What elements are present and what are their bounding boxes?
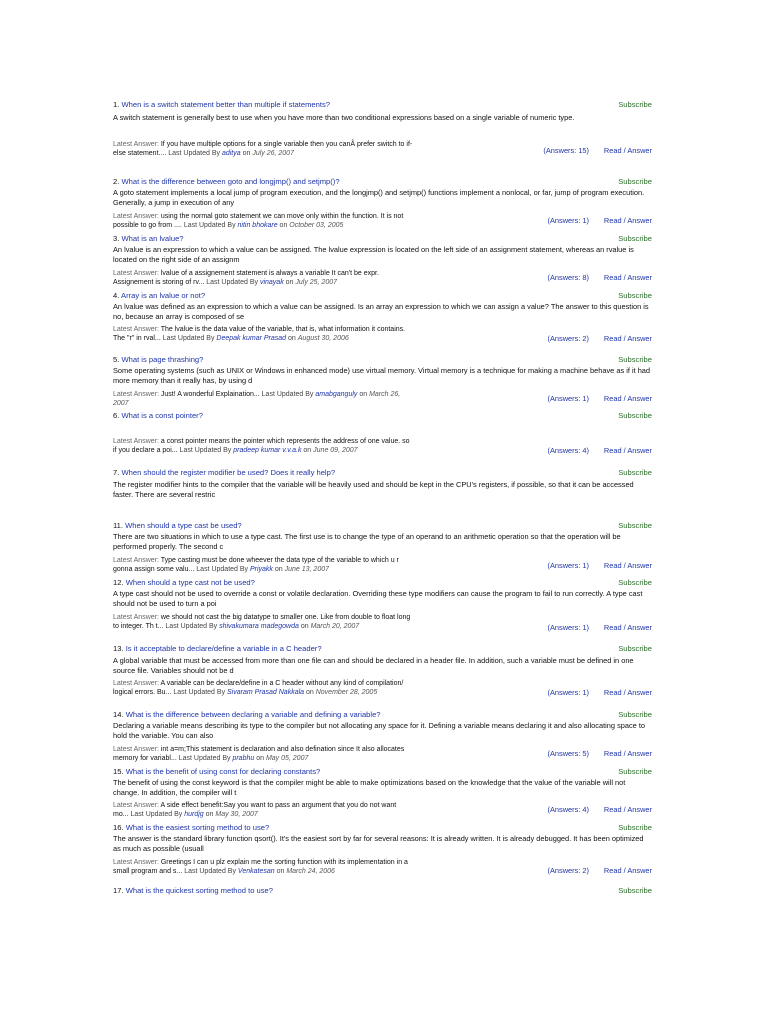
question-title-link[interactable]: What is page thrashing? (121, 355, 204, 364)
subscribe-link[interactable]: Subscribe (618, 710, 652, 719)
answers-count[interactable]: (Answers: 4) (547, 446, 589, 455)
subscribe-link[interactable]: Subscribe (618, 291, 652, 300)
question-header (113, 468, 513, 478)
question-title-link[interactable]: Array is an lvalue or not? (121, 291, 206, 300)
read-answer-link[interactable]: Read / Answer (603, 805, 652, 814)
question-header (113, 234, 513, 244)
question-description: Some operating systems (such as UNIX or Windows in enhanced mode) use virtual memory. Virtual memory is a technique for making a machine behave as if it had more memory than it really has, by using d (113, 366, 651, 385)
last-updated-label: Last Updated By (196, 566, 250, 573)
answers-count[interactable]: (Answers: 8) (547, 273, 589, 282)
question-description: Declaring a variable means describing its type to the compiler but not allocating any space for it. Defining a variable means declaring it and also allocating space to hold the variable. You can also (113, 721, 646, 740)
on-label: on (304, 689, 316, 696)
latest-answer-label: Latest Answer: (113, 141, 161, 148)
question-header (113, 355, 513, 365)
latest-answer (113, 212, 413, 230)
latest-answer-text: If you have multiple options for a single variable then you canÂ prefer switch to if-else statement.... (113, 141, 413, 157)
answer-date: July 25, 2007 (295, 279, 338, 286)
question-title-link[interactable]: What is the benefit of using const for declaring constants? (125, 767, 321, 776)
answers-count[interactable]: (Answers: 2) (547, 334, 589, 343)
answer-date: October 03, 2005 (289, 222, 344, 229)
latest-answer-label: Latest Answer: (113, 438, 161, 445)
question-number: 6. (113, 411, 120, 420)
read-answer-link[interactable]: Read / Answer (603, 749, 652, 758)
last-updated-label: Last Updated By (261, 391, 316, 398)
question-number: 14. (113, 710, 124, 719)
answers-count[interactable]: (Answers: 1) (547, 623, 589, 632)
on-label: on (272, 566, 285, 573)
question-header (113, 578, 513, 588)
answer-author[interactable]: amabganguly (315, 391, 358, 398)
subscribe-link[interactable]: Subscribe (618, 100, 652, 109)
question-title-link[interactable]: When should a type cast be used? (125, 521, 242, 530)
latest-answer (113, 140, 413, 158)
on-label: on (301, 447, 314, 454)
question-title-link[interactable]: Is it acceptable to declare/define a variable in a C header? (125, 644, 322, 653)
answers-count[interactable]: (Answers: 1) (547, 394, 589, 403)
latest-answer (113, 325, 413, 343)
question-title-link[interactable]: What is a const pointer? (121, 411, 203, 420)
last-updated-label: Last Updated By (130, 811, 185, 818)
answer-author[interactable]: Sivaram Prasad Nakkala (227, 689, 305, 696)
answer-author[interactable]: shivakumara madegowda (219, 623, 299, 630)
subscribe-link[interactable]: Subscribe (618, 644, 652, 653)
latest-answer-text: A variable can be declare/define in a C header without any kind of compilation/ logical errors. Bu... (113, 680, 404, 696)
subscribe-link[interactable]: Subscribe (618, 355, 652, 364)
answers-count[interactable]: (Answers: 5) (547, 749, 589, 758)
subscribe-link[interactable]: Subscribe (618, 411, 652, 420)
read-answer-link[interactable]: Read / Answer (603, 146, 652, 155)
question-number: 16. (113, 823, 124, 832)
subscribe-link[interactable]: Subscribe (618, 468, 652, 477)
latest-answer (113, 679, 413, 697)
latest-answer-text: int a=m;This statement is declaration and also defination since It also allocates memory for variabl... (113, 746, 405, 762)
last-updated-label: Last Updated By (162, 335, 217, 342)
question-title-link[interactable]: What is the quickest sorting method to use? (125, 886, 273, 895)
on-label: on (298, 623, 311, 630)
latest-answer-label: Latest Answer: (113, 680, 161, 687)
question-description: A global variable that must be accessed from more than one file can and should be declared in a header file. In addition, such a variable must be defined in one source file. Variables should not be d (113, 656, 634, 675)
answers-count[interactable]: (Answers: 1) (547, 561, 589, 570)
question-number: 5. (113, 355, 120, 364)
question-header (113, 521, 513, 531)
question-title-link[interactable]: When should the register modifier be used? Does it really help? (121, 468, 336, 477)
latest-answer-label: Latest Answer: (113, 213, 161, 220)
answer-date: November 28, 2005 (315, 689, 378, 696)
answer-date: May 30, 2007 (215, 811, 258, 818)
last-updated-label: Last Updated By (184, 868, 238, 875)
question-description: A type cast should not be used to override a const or volatile declaration. Overriding these type modifiers can cause the program to fail to run correctly. A type cast should not be used to turn a poi (113, 589, 643, 608)
on-label: on (203, 811, 216, 818)
subscribe-link[interactable]: Subscribe (618, 767, 652, 776)
read-answer-link[interactable]: Read / Answer (603, 866, 652, 875)
latest-answer-text: lvalue of a assignement statement is always a variable It can't be expr. Assignement is storing of rv... (113, 270, 379, 286)
question-number: 15. (113, 767, 124, 776)
answer-author[interactable]: Priyakk (249, 566, 273, 573)
subscribe-link[interactable]: Subscribe (618, 521, 652, 530)
answer-date: March 24, 2006 (286, 868, 335, 875)
question-description: A switch statement is generally best to use when you have more than two conditional expressions based on a single variable of numeric type. (113, 113, 575, 122)
question-description: A goto statement implements a local jump of program execution, and the longjmp() and setjmp() functions implement a nonlocal, or far, jump of program execution. Generally, a jump in execution of any (113, 188, 645, 207)
question-title-link[interactable]: What is the easiest sorting method to use? (125, 823, 270, 832)
answers-count[interactable]: (Answers: 1) (547, 216, 589, 225)
latest-answer-label: Latest Answer: (113, 326, 161, 333)
read-answer-link[interactable]: Read / Answer (603, 561, 652, 570)
last-updated-label: Last Updated By (165, 623, 220, 630)
answer-author[interactable]: Venkatesan (237, 868, 275, 875)
latest-answer-text: using the normal goto statement we can move only within the function. It is not possible to go from .... (113, 213, 404, 229)
latest-answer-text: Just! A wonderful Explaination... (160, 391, 262, 398)
answer-date: June 09, 2007 (313, 447, 358, 454)
latest-answer (113, 745, 413, 763)
question-number: 17. (113, 886, 124, 895)
question-header (113, 100, 513, 110)
latest-answer-label: Latest Answer: (113, 270, 161, 277)
on-label: on (274, 868, 287, 875)
question-number: 7. (113, 468, 120, 477)
latest-answer-text: A side effect benefit:Say you want to pass an argument that you do not want mo... (113, 802, 397, 818)
answers-count[interactable]: (Answers: 2) (547, 866, 589, 875)
answer-date: March 26, 2007 (113, 391, 401, 407)
read-answer-link[interactable]: Read / Answer (603, 216, 652, 225)
latest-answer (113, 390, 413, 408)
latest-answer-label: Latest Answer: (113, 391, 161, 398)
latest-answer-label: Latest Answer: (113, 802, 161, 809)
last-updated-label: Last Updated By (206, 279, 260, 286)
subscribe-link[interactable]: Subscribe (618, 886, 652, 895)
question-header (113, 177, 513, 187)
read-answer-link[interactable]: Read / Answer (603, 623, 652, 632)
latest-answer (113, 269, 413, 287)
subscribe-link[interactable]: Subscribe (618, 823, 652, 832)
answer-author[interactable]: hurdjg (184, 811, 204, 818)
question-header (113, 291, 513, 301)
answers-count[interactable]: (Answers: 1) (547, 688, 589, 697)
latest-answer (113, 858, 413, 876)
question-header (113, 823, 513, 833)
latest-answer-label: Latest Answer: (113, 557, 161, 564)
latest-answer-label: Latest Answer: (113, 746, 161, 753)
question-number: 4. (113, 291, 120, 300)
latest-answer-text: Greetings I can u plz explain me the sorting function with its implementation in a small program and s... (113, 859, 408, 875)
answer-author[interactable]: vinayak (259, 279, 284, 286)
subscribe-link[interactable]: Subscribe (618, 177, 652, 186)
on-label: on (357, 391, 370, 398)
last-updated-label: Last Updated By (178, 755, 233, 762)
latest-answer-text: Type casting must be done wheever the data type of the variable to which u r gonna assign some valu... (113, 557, 399, 573)
question-number: 13. (113, 644, 124, 653)
latest-answer (113, 556, 413, 574)
answer-author[interactable]: nitin bhokare (237, 222, 278, 229)
latest-answer-text: we should not cast the big datatype to smaller one. Like from double to float long to integer. Th t... (113, 614, 411, 630)
read-answer-link[interactable]: Read / Answer (603, 688, 652, 697)
last-updated-label: Last Updated By (168, 150, 222, 157)
latest-answer-label: Latest Answer: (113, 614, 161, 621)
question-number: 2. (113, 177, 120, 186)
question-title-link[interactable]: What is the difference between declaring a variable and defining a variable? (125, 710, 381, 719)
answer-author[interactable]: aditya (221, 150, 241, 157)
question-title-link[interactable]: When should a type cast not be used? (125, 578, 255, 587)
question-header (113, 710, 513, 720)
read-answer-link[interactable]: Read / Answer (603, 446, 652, 455)
answer-author[interactable]: Deepak kumar Prasad (216, 335, 287, 342)
answer-date: June 13, 2007 (284, 566, 329, 573)
on-label: on (240, 150, 253, 157)
on-label: on (277, 222, 290, 229)
question-header (113, 886, 513, 896)
question-number: 11. (113, 521, 123, 530)
latest-answer-text: The lvalue is the data value of the variable, that is, what information it contains. The "r" in rval... (113, 326, 406, 342)
on-label: on (283, 279, 296, 286)
answer-date: August 30, 2006 (297, 335, 349, 342)
question-number: 1. (113, 100, 120, 109)
last-updated-label: Last Updated By (179, 447, 234, 454)
read-answer-link[interactable]: Read / Answer (603, 273, 652, 282)
answer-author[interactable]: prabhu (232, 755, 255, 762)
latest-answer (113, 613, 413, 631)
subscribe-link[interactable]: Subscribe (618, 578, 652, 587)
question-header (113, 411, 513, 421)
latest-answer (113, 801, 413, 819)
question-description: The register modifier hints to the compiler that the variable will be heavily used and should be kept in the CPU's registers, if possible, so that it can be accessed faster. There are several restric (113, 480, 634, 499)
answer-author[interactable]: pradeep kumar v.v.a.k (233, 447, 302, 454)
question-description: The answer is the standard library function qsort(). It's the easiest sort by far for several reasons: It is already written. It is already debugged. It has been optimized as much as possible (usuall (113, 834, 644, 853)
answer-date: July 26, 2007 (252, 150, 294, 157)
subscribe-link[interactable]: Subscribe (618, 234, 652, 243)
question-title-link[interactable]: When is a switch statement better than multiple if statements? (121, 100, 330, 109)
answer-date: March 20, 2007 (310, 623, 360, 630)
question-header (113, 767, 513, 777)
answers-count[interactable]: (Answers: 15) (543, 146, 589, 155)
last-updated-label: Last Updated By (183, 222, 238, 229)
question-description: An lvalue was defined as an expression to which a value can be assigned. Is an array an expression to which we can assign a value? The answer to this question is no, because an array is composed of se (113, 302, 649, 321)
last-updated-label: Last Updated By (173, 689, 228, 696)
latest-answer-label: Latest Answer: (113, 859, 161, 866)
latest-answer (113, 437, 413, 455)
question-description: An lvalue is an expression to which a value can be assigned. The lvalue expression is located on the left side of an assignment statement, whereas an rvalue is located on the right side of an assignm (113, 245, 634, 264)
on-label: on (286, 335, 298, 342)
question-header (113, 644, 513, 654)
answer-date: May 05, 2007 (265, 755, 309, 762)
read-answer-link[interactable]: Read / Answer (603, 334, 652, 343)
question-title-link[interactable]: What is an lvalue? (121, 234, 184, 243)
latest-answer-text: a const pointer means the pointer which represents the address of one value. so if you declare a poi... (113, 438, 410, 454)
on-label: on (254, 755, 266, 762)
question-title-link[interactable]: What is the difference between goto and longjmp() and setjmp()? (121, 177, 340, 186)
question-number: 12. (113, 578, 124, 587)
question-description: The benefit of using the const keyword is that the compiler might be able to make optimizations based on the knowledge that the value of the variable will not change. In addition, the compiler will t (113, 778, 626, 797)
answers-count[interactable]: (Answers: 4) (547, 805, 589, 814)
question-description: There are two situations in which to use a type cast. The first use is to change the type of an operand to an arithmetic operation so that the operation will be performed properly. The second c (113, 532, 621, 551)
read-answer-link[interactable]: Read / Answer (603, 394, 652, 403)
question-number: 3. (113, 234, 120, 243)
